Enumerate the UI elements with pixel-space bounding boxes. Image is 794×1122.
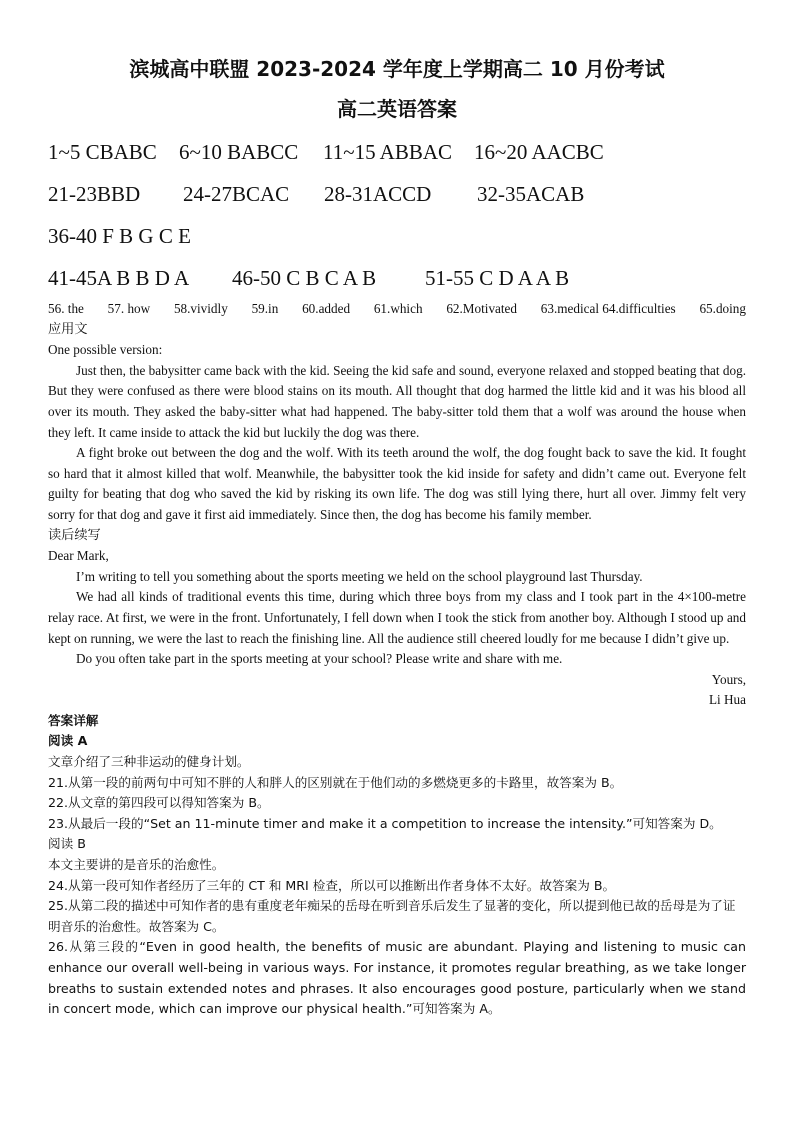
explanation-section — [48, 711, 746, 1020]
cloze-answer: 59.in — [251, 301, 279, 316]
cloze-answers — [48, 299, 746, 320]
answer-row-1 — [48, 131, 746, 173]
cloze-answer: 61.which — [373, 301, 423, 316]
answer-group: 51-55 C D A A B — [425, 266, 570, 290]
answer-group: 1~5 CBABC — [48, 140, 157, 164]
explanation-item: 26.从第三段的“Even in good health, the benefits of music are abundant. Playing and listening to music can enhance our overall well-being in various ways. For instance, it promotes regular breathing, as we take longer breaths to sustain extended notes and phrases. It also encourages good posture, particularly when we stand in concert mode, which can improve our physical health.”可知答案为 A。 — [48, 939, 746, 1017]
reading-a-summary: 文章介绍了三种非运动的健身计划。 — [48, 754, 250, 770]
answer-group: 24-27BCAC — [183, 182, 290, 206]
cloze-answer: 60.added — [302, 301, 351, 316]
version-intro: One possible version: — [48, 342, 163, 358]
letter-paragraph: We had all kinds of traditional events this time, during which three boys from my class and I took part in the 4×100-metre relay race. At first, we were in the front. Unfortunately, I fell down when I took the stick from another boy. Although I stood up and kept on running, we were the last to reach the finishing line. All the audience still cheered loudly for me because I didn’t give up. — [48, 589, 746, 646]
explanation-item: 21.从第一段的前两句中可知不胖的人和胖人的区别就在于他们动的多燃烧更多的卡路里，故答案为 B。 — [48, 774, 623, 790]
explanation-item: 22.从文章的第四段可以得知答案为 B。 — [48, 795, 270, 811]
reading-b-summary: 本文主要讲的是音乐的治愈性。 — [48, 857, 225, 873]
answer-group: 11~15 ABBAC — [323, 140, 453, 164]
answer-subtitle: 高二英语答案 — [337, 97, 457, 121]
answer-group: 28-31ACCD — [324, 182, 432, 206]
cloze-answer: 62.Motivated — [446, 301, 518, 316]
cloze-answer: 58.vividly — [173, 301, 228, 316]
answer-group: 36-40 F B G C E — [48, 224, 191, 248]
letter-paragraph: Do you often take part in the sports meeting at your school? Please write and share with me. — [76, 651, 563, 667]
reading-b-heading: 阅读 B — [48, 836, 86, 852]
answer-row-4 — [48, 257, 746, 299]
answer-row-3 — [48, 215, 746, 257]
cloze-answer: 56. the — [48, 301, 84, 316]
answer-group: 6~10 BABCC — [179, 140, 299, 164]
explanation-item: 23.从最后一段的“Set an 11-minute timer and make it a competition to increase the intensity.”可知答案为 D。 — [48, 815, 722, 831]
writing-section-1 — [48, 320, 746, 526]
explanation-heading: 答案详解 — [48, 712, 99, 728]
answer-group: 16~20 AACBC — [474, 140, 604, 164]
answer-group: 21-23BBD — [48, 182, 141, 206]
reading-a-heading: 阅读 A — [48, 733, 88, 749]
exam-title: 滨城高中联盟 2023-2024 学年度上学期高二 10 月份考试 — [129, 57, 665, 81]
cloze-answer: 63.medical 64.difficulties — [540, 301, 676, 316]
answer-row-2 — [48, 173, 746, 215]
letter-closing: Yours, — [711, 671, 746, 687]
cloze-answer: 65.doing — [699, 301, 746, 316]
letter-paragraph: I’m writing to tell you something about the sports meeting we held on the school playground last Thursday. — [76, 568, 643, 584]
answer-group: 41-45A B B D A — [48, 266, 190, 290]
explanation-item: 24.从第一段可知作者经历了三年的 CT 和 MRI 检查，所以可以推断出作者身体不太好。故答案为 B。 — [48, 877, 616, 893]
letter-greeting: Dear Mark, — [48, 548, 109, 564]
essay-paragraph: Just then, the babysitter came back with the kid. Seeing the kid safe and sound, everyone relaxed and stopped beating that dog. But they were confused as there were blood stains on its mouth. All thought that dog harmed the little kid and it was his blood all over its mouth. They asked the baby-sitter what had happened. The baby-sitter told them that a wolf was around the house when they left. It came inside to attack the kid but luckily the dog was there. — [48, 362, 746, 440]
cloze-answer: 57. how — [107, 301, 151, 316]
writing-section-2 — [48, 526, 746, 711]
section-label: 应用文 — [48, 321, 88, 337]
answer-group: 46-50 C B C A B — [232, 266, 377, 290]
essay-paragraph: A fight broke out between the dog and the wolf. With its teeth around the wolf, the dog fought back to save the kid. It fought so hard that it almost killed that wolf. Meanwhile, the babysitter took the kid inside for safety and didn’t came out. Everyone felt guilty for beating that dog who saved the kid by risking its own life. The dog was still lying there, hurt all over. Jimmy felt very sorry for that dog and gave it first aid immediately. Since then, the dog has become his family member. — [48, 445, 746, 522]
letter-signature: Li Hua — [709, 692, 746, 708]
answer-group: 32-35ACAB — [477, 182, 585, 206]
explanation-item: 25.从第二段的描述中可知作者的患有重度老年痴呆的岳母在听到音乐后发生了显著的变化，所以提到他已故的岳母是为了证明音乐的治愈性。故答案为 C。 — [48, 898, 736, 934]
section-label: 读后续写 — [48, 527, 101, 543]
